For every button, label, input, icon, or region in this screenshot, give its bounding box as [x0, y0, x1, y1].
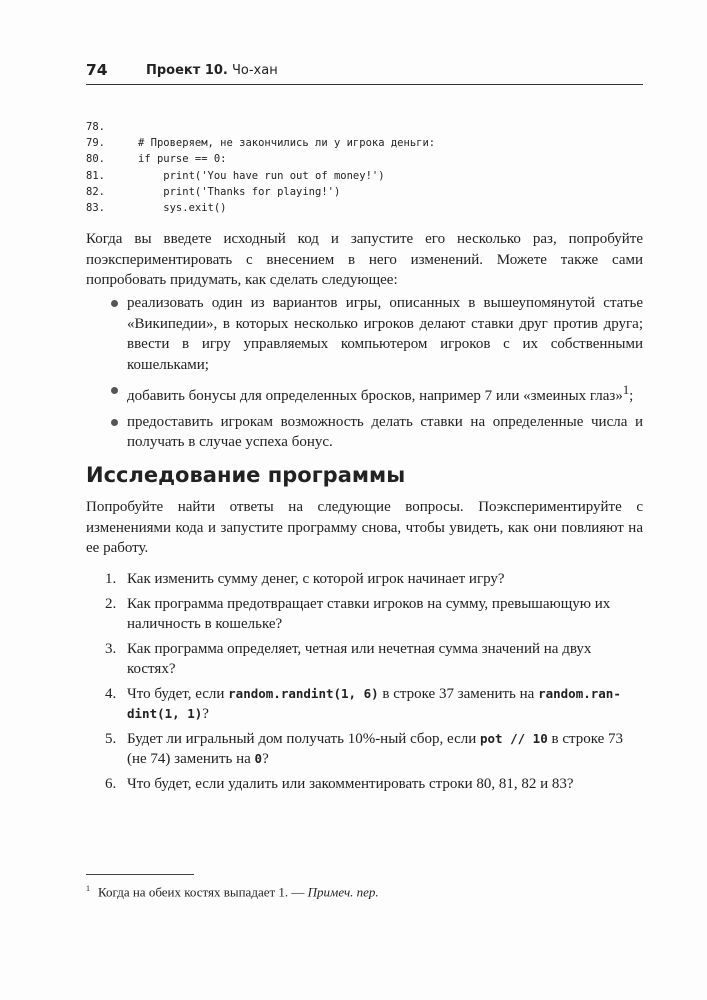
- list-item: [86, 412, 643, 453]
- footnote-mark: 1: [86, 884, 90, 893]
- footnote: [86, 884, 379, 900]
- footnote-note: Примеч. пер.: [307, 884, 379, 900]
- question-list: [86, 569, 643, 798]
- intro-paragraph: [86, 229, 643, 291]
- section-intro: [86, 497, 643, 559]
- code-text: if purse == 0:: [138, 153, 227, 166]
- section-intro-text: Попробуйте найти ответы на следующие вопросы. Поэкспериментируйте с изменениями кода и запустите программу снова, чтобы увидеть, как они повлияют на ее работу.: [86, 499, 643, 556]
- question-text: Будет ли игральный дом получать 10%-ный сбор, если: [127, 730, 480, 747]
- question-text: Как программа определяет, четная или нечетная сумма значений на двух костях?: [127, 640, 592, 677]
- line-number: 78.: [86, 121, 105, 133]
- inline-code: random.randint(1, 6): [228, 685, 379, 701]
- list-item-text: предоставить игрокам возможность делать ставки на определенные числа и получать в случае успеха бонус.: [127, 413, 643, 450]
- list-item-text: добавить бонусы для определенных бросков, например 7 или «змеиных глаз»: [127, 388, 623, 404]
- code-text: print('You have run out of money!'): [138, 169, 385, 182]
- question-text: ?: [202, 706, 209, 722]
- list-item-text: реализовать один из вариантов игры, описанных в вышеупомянутой статье «Википедии», в которых несколько игроков делают ставки друг против друга; ввести в игру управляемых компьютером игроков с их собственными кошельками;: [127, 295, 643, 373]
- inline-code: dint(1, 1): [127, 706, 203, 721]
- list-item: [86, 380, 643, 407]
- running-header: [86, 58, 643, 85]
- question-text: Что будет, если: [127, 685, 229, 702]
- footnote-text: Когда на обеих костях выпадает 1. —: [98, 884, 308, 900]
- line-number: 79.: [86, 137, 105, 150]
- footnote-ref[interactable]: 1: [622, 383, 630, 397]
- line-number: 80.: [86, 153, 105, 166]
- code-text: print('Thanks for playing!'): [138, 185, 341, 198]
- chapter-title: [146, 63, 278, 78]
- question-number: 2.: [105, 595, 117, 612]
- question-text: Как изменить сумму денег, с которой игрок начинает игру?: [127, 571, 505, 587]
- bullet-list: [86, 293, 643, 458]
- inline-code: random.ran-: [538, 685, 621, 701]
- question-text: Что будет, если удалить или закомментировать строки 80, 81, 82 и 83?: [127, 775, 574, 792]
- question-text: Как программа предотвращает ставки игроков на сумму, превышающую их наличность в кошельке?: [127, 595, 611, 632]
- line-number: 82.: [86, 185, 105, 198]
- chapter-name: Чо-хан: [232, 63, 278, 78]
- section-heading: Исследование программы: [86, 463, 406, 487]
- question-number: 5.: [105, 730, 117, 747]
- question-item: [86, 569, 643, 590]
- line-number: 83.: [86, 201, 105, 214]
- bullet-dot-icon: [111, 300, 118, 307]
- question-item: [86, 729, 643, 770]
- inline-code: pot // 10: [480, 730, 548, 746]
- question-item: [86, 594, 643, 635]
- question-item: [86, 639, 643, 680]
- list-item-tail: ;: [629, 388, 634, 404]
- question-text: ?: [262, 751, 269, 767]
- inline-code: 0: [254, 751, 263, 766]
- code-text: # Проверяем, не закончились ли у игрока деньги:: [138, 137, 436, 150]
- code-text: sys.exit(): [138, 201, 227, 214]
- intro-text: Когда вы введете исходный код и запустите его несколько раз, попробуйте поэкспериментировать с внесением в него изменений. Можете также сами попробовать придумать, как сделать следующее:: [86, 231, 643, 288]
- footnote-divider: [86, 874, 194, 875]
- question-item: [86, 774, 643, 795]
- question-text: (не 74) заменить на: [127, 751, 255, 767]
- question-number: 1.: [105, 571, 117, 587]
- question-item: [86, 684, 643, 725]
- line-number: 81.: [86, 169, 105, 182]
- question-number: 4.: [105, 685, 117, 702]
- list-item: [86, 293, 643, 375]
- page-number: 74: [86, 61, 108, 79]
- question-number: 3.: [105, 640, 117, 657]
- project-label: Проект 10.: [146, 63, 228, 78]
- question-text: в строке 37 заменить на: [378, 685, 539, 702]
- question-text: в строке 73: [547, 730, 624, 747]
- bullet-dot-icon: [111, 419, 118, 426]
- bullet-dot-icon: [111, 387, 118, 394]
- question-number: 6.: [105, 775, 117, 792]
